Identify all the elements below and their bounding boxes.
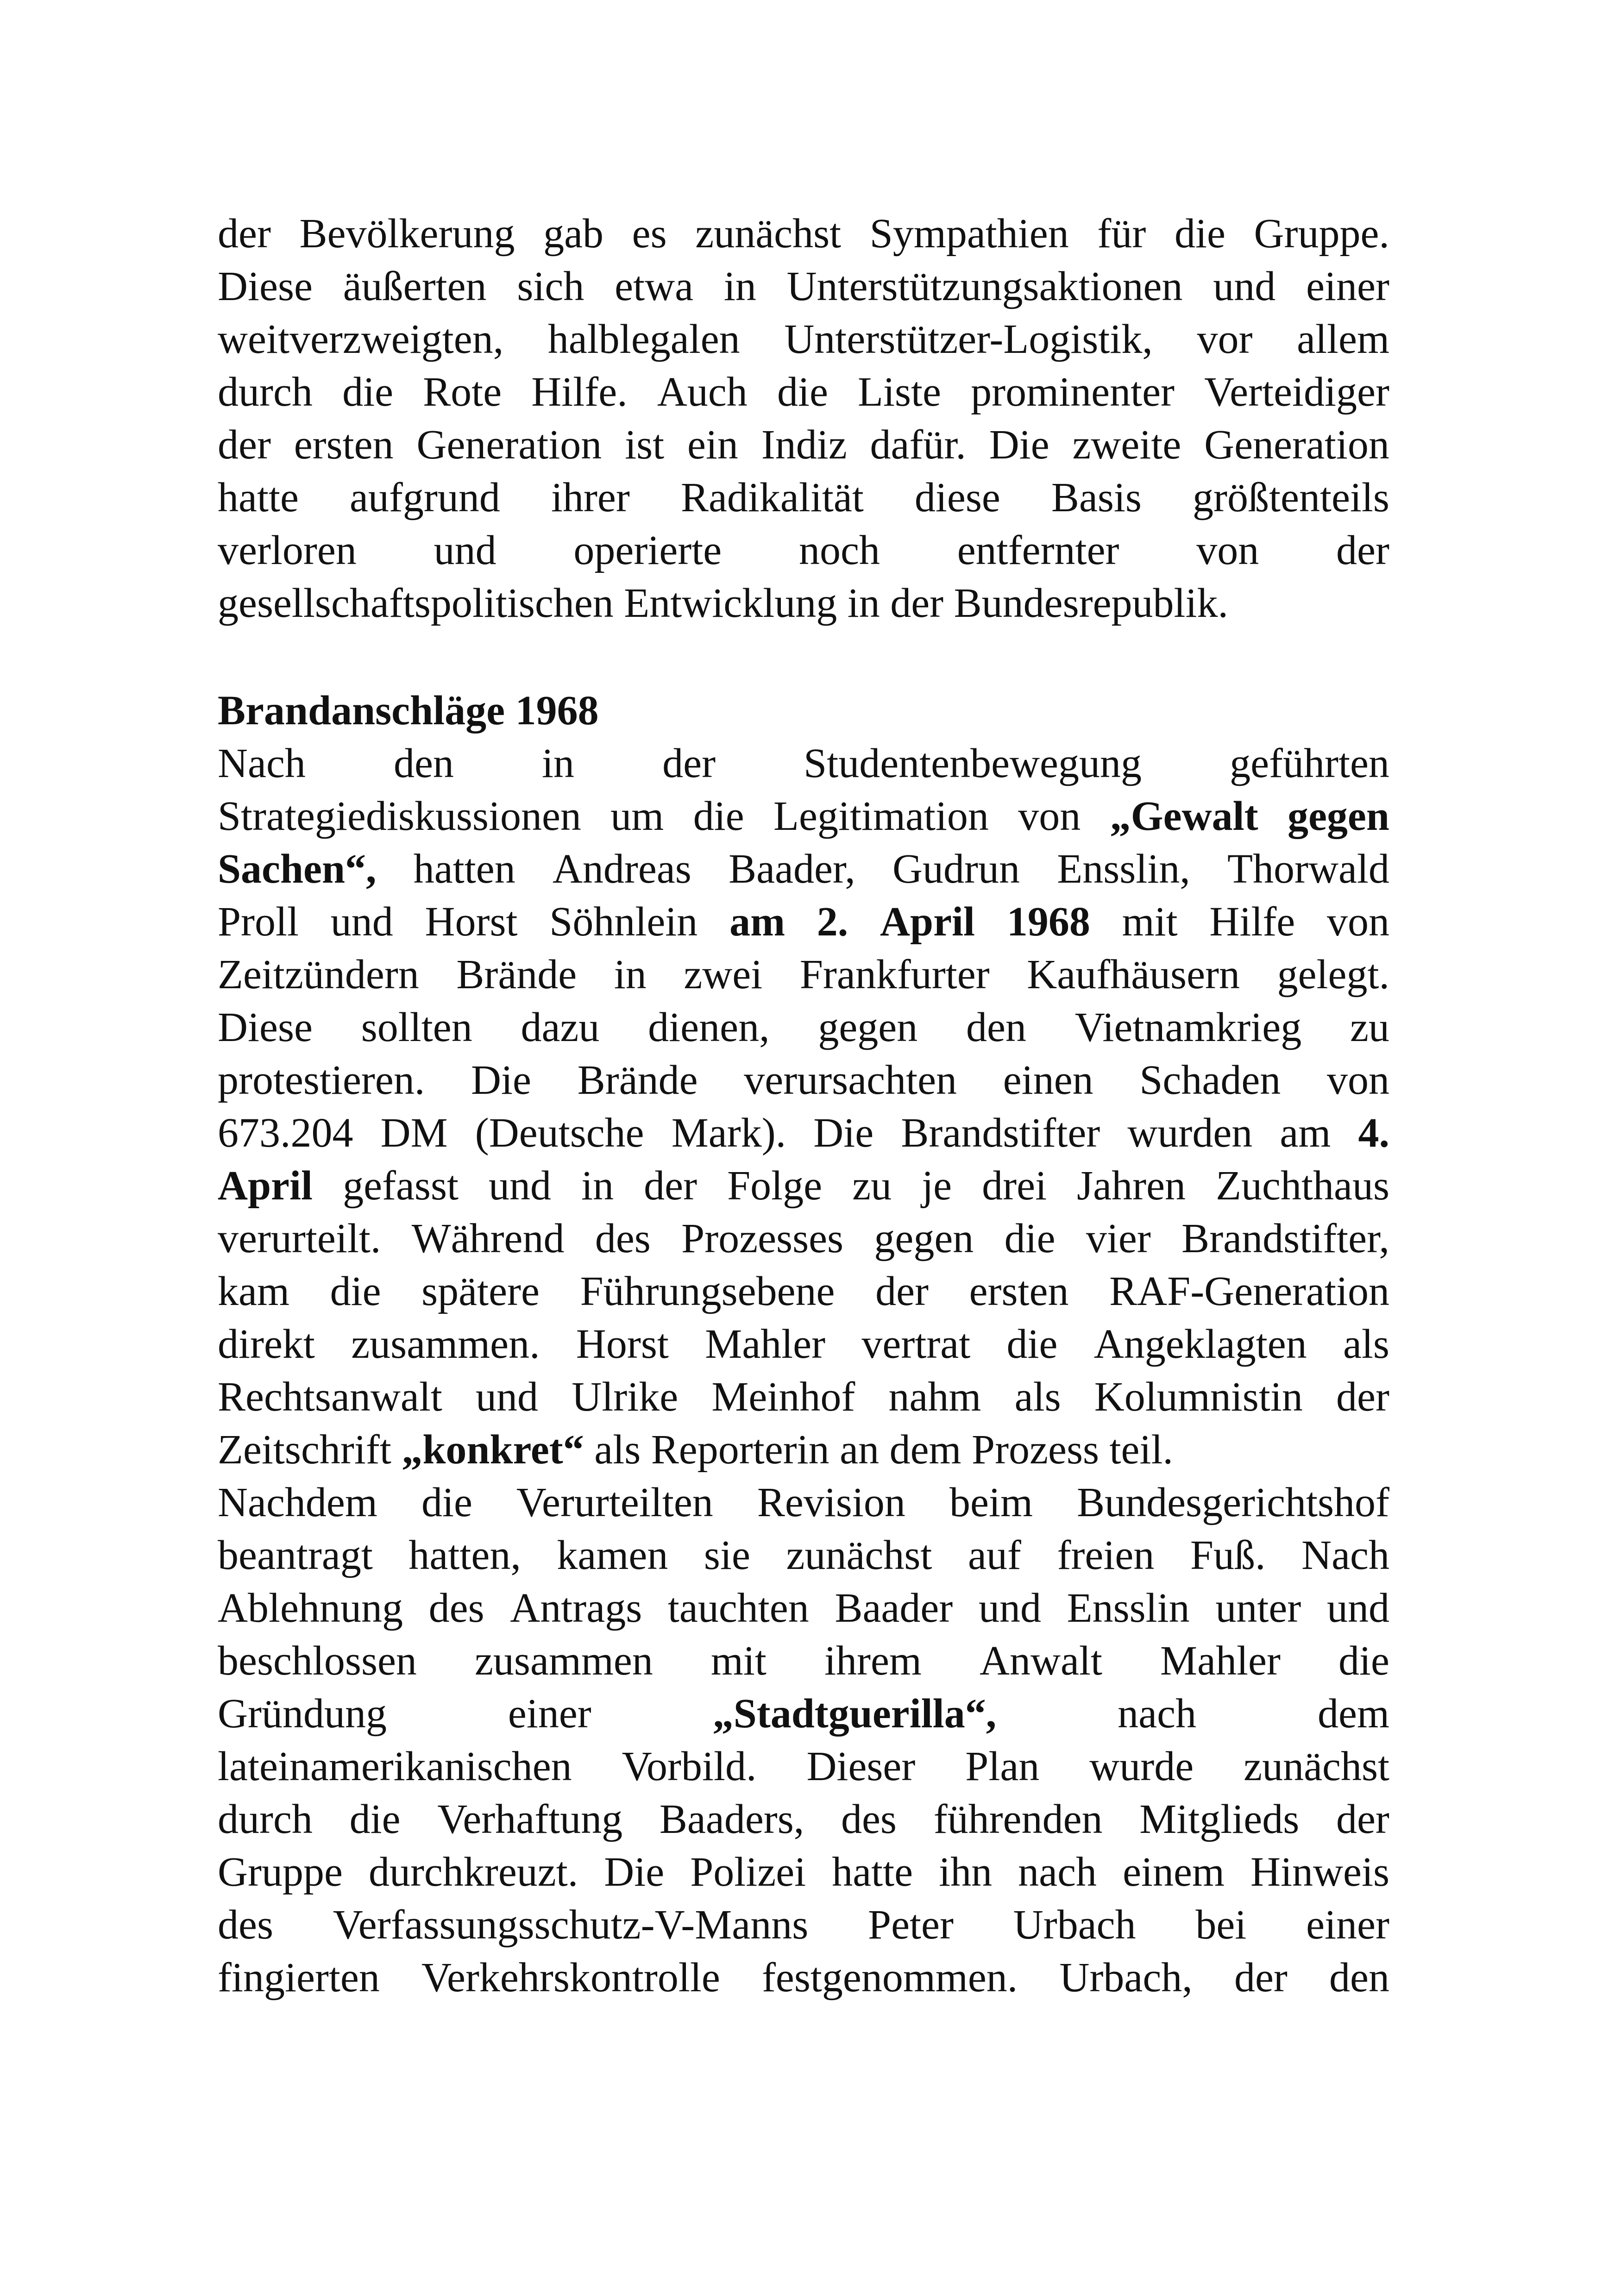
text-line: Diese sollten dazu dienen, gegen den Vietnamkrieg zu: [218, 1004, 1389, 1050]
text-line: der ersten Generation ist ein Indiz dafür. Die zweite Generation: [218, 422, 1389, 468]
text-line: Zeitschrift „konkret“ als Reporterin an dem Prozess teil.: [218, 1427, 1173, 1473]
text-line: Ablehnung des Antrags tauchten Baader und Ensslin unter und: [218, 1585, 1389, 1631]
text-line: Diese äußerten sich etwa in Unterstützungsaktionen und einer: [218, 263, 1389, 309]
text-line: des Verfassungsschutz-V-Manns Peter Urbach bei einer: [218, 1902, 1389, 1948]
text-line: Strategiediskussionen um die Legitimation von „Gewalt gegen: [218, 793, 1389, 839]
text-line: lateinamerikanischen Vorbild. Dieser Plan wurde zunächst: [218, 1744, 1389, 1789]
text-line: April gefasst und in der Folge zu je drei Jahren Zuchthaus: [218, 1163, 1389, 1209]
paragraph-sympathien: [218, 207, 1389, 630]
paragraph-brandanschlaege: [218, 737, 1389, 1476]
text-line: hatte aufgrund ihrer Radikalität diese Basis größtenteils: [218, 475, 1389, 521]
text-line: fingierten Verkehrskontrolle festgenommen. Urbach, der den: [218, 1955, 1389, 2001]
section-heading: [218, 684, 1389, 737]
text-line: weitverzweigten, halblegalen Unterstützer-Logistik, vor allem: [218, 316, 1389, 362]
text-line: protestieren. Die Brände verursachten einen Schaden von: [218, 1057, 1389, 1103]
heading-text: Brandanschläge 1968: [218, 688, 599, 734]
text-line: Nach den in der Studentenbewegung geführten: [218, 740, 1389, 786]
text-line: gesellschaftspolitischen Entwicklung in der Bundesrepublik.: [218, 580, 1229, 626]
text-line: verloren und operierte noch entfernter von der: [218, 527, 1389, 573]
text-line: Sachen“, hatten Andreas Baader, Gudrun Ensslin, Thorwald: [218, 846, 1389, 892]
text-line: kam die spätere Führungsebene der ersten RAF-Generation: [218, 1268, 1389, 1314]
text-line: Zeitzündern Brände in zwei Frankfurter Kaufhäusern gelegt.: [218, 952, 1389, 997]
text-line: Gruppe durchkreuzt. Die Polizei hatte ihn nach einem Hinweis: [218, 1849, 1389, 1895]
text-line: durch die Verhaftung Baaders, des führenden Mitglieds der: [218, 1796, 1389, 1842]
text-line: Nachdem die Verurteilten Revision beim Bundesgerichtshof: [218, 1480, 1389, 1525]
text-line: beantragt hatten, kamen sie zunächst auf freien Fuß. Nach: [218, 1532, 1389, 1578]
paragraph-revision: [218, 1476, 1389, 2004]
text-line: beschlossen zusammen mit ihrem Anwalt Mahler die: [218, 1638, 1389, 1684]
text-line: direkt zusammen. Horst Mahler vertrat die Angeklagten als: [218, 1321, 1389, 1367]
text-line: Proll und Horst Söhnlein am 2. April 1968 mit Hilfe von: [218, 899, 1389, 945]
text-line: 673.204 DM (Deutsche Mark). Die Brandstifter wurden am 4.: [218, 1110, 1389, 1156]
text-line: Gründung einer „Stadtguerilla“, nach dem: [218, 1691, 1389, 1737]
text-line: Rechtsanwalt und Ulrike Meinhof nahm als Kolumnistin der: [218, 1374, 1389, 1420]
text-line: der Bevölkerung gab es zunächst Sympathien für die Gruppe.: [218, 211, 1389, 257]
text-line: verurteilt. Während des Prozesses gegen die vier Brandstifter,: [218, 1216, 1389, 1261]
text-line: durch die Rote Hilfe. Auch die Liste prominenter Verteidiger: [218, 369, 1389, 415]
